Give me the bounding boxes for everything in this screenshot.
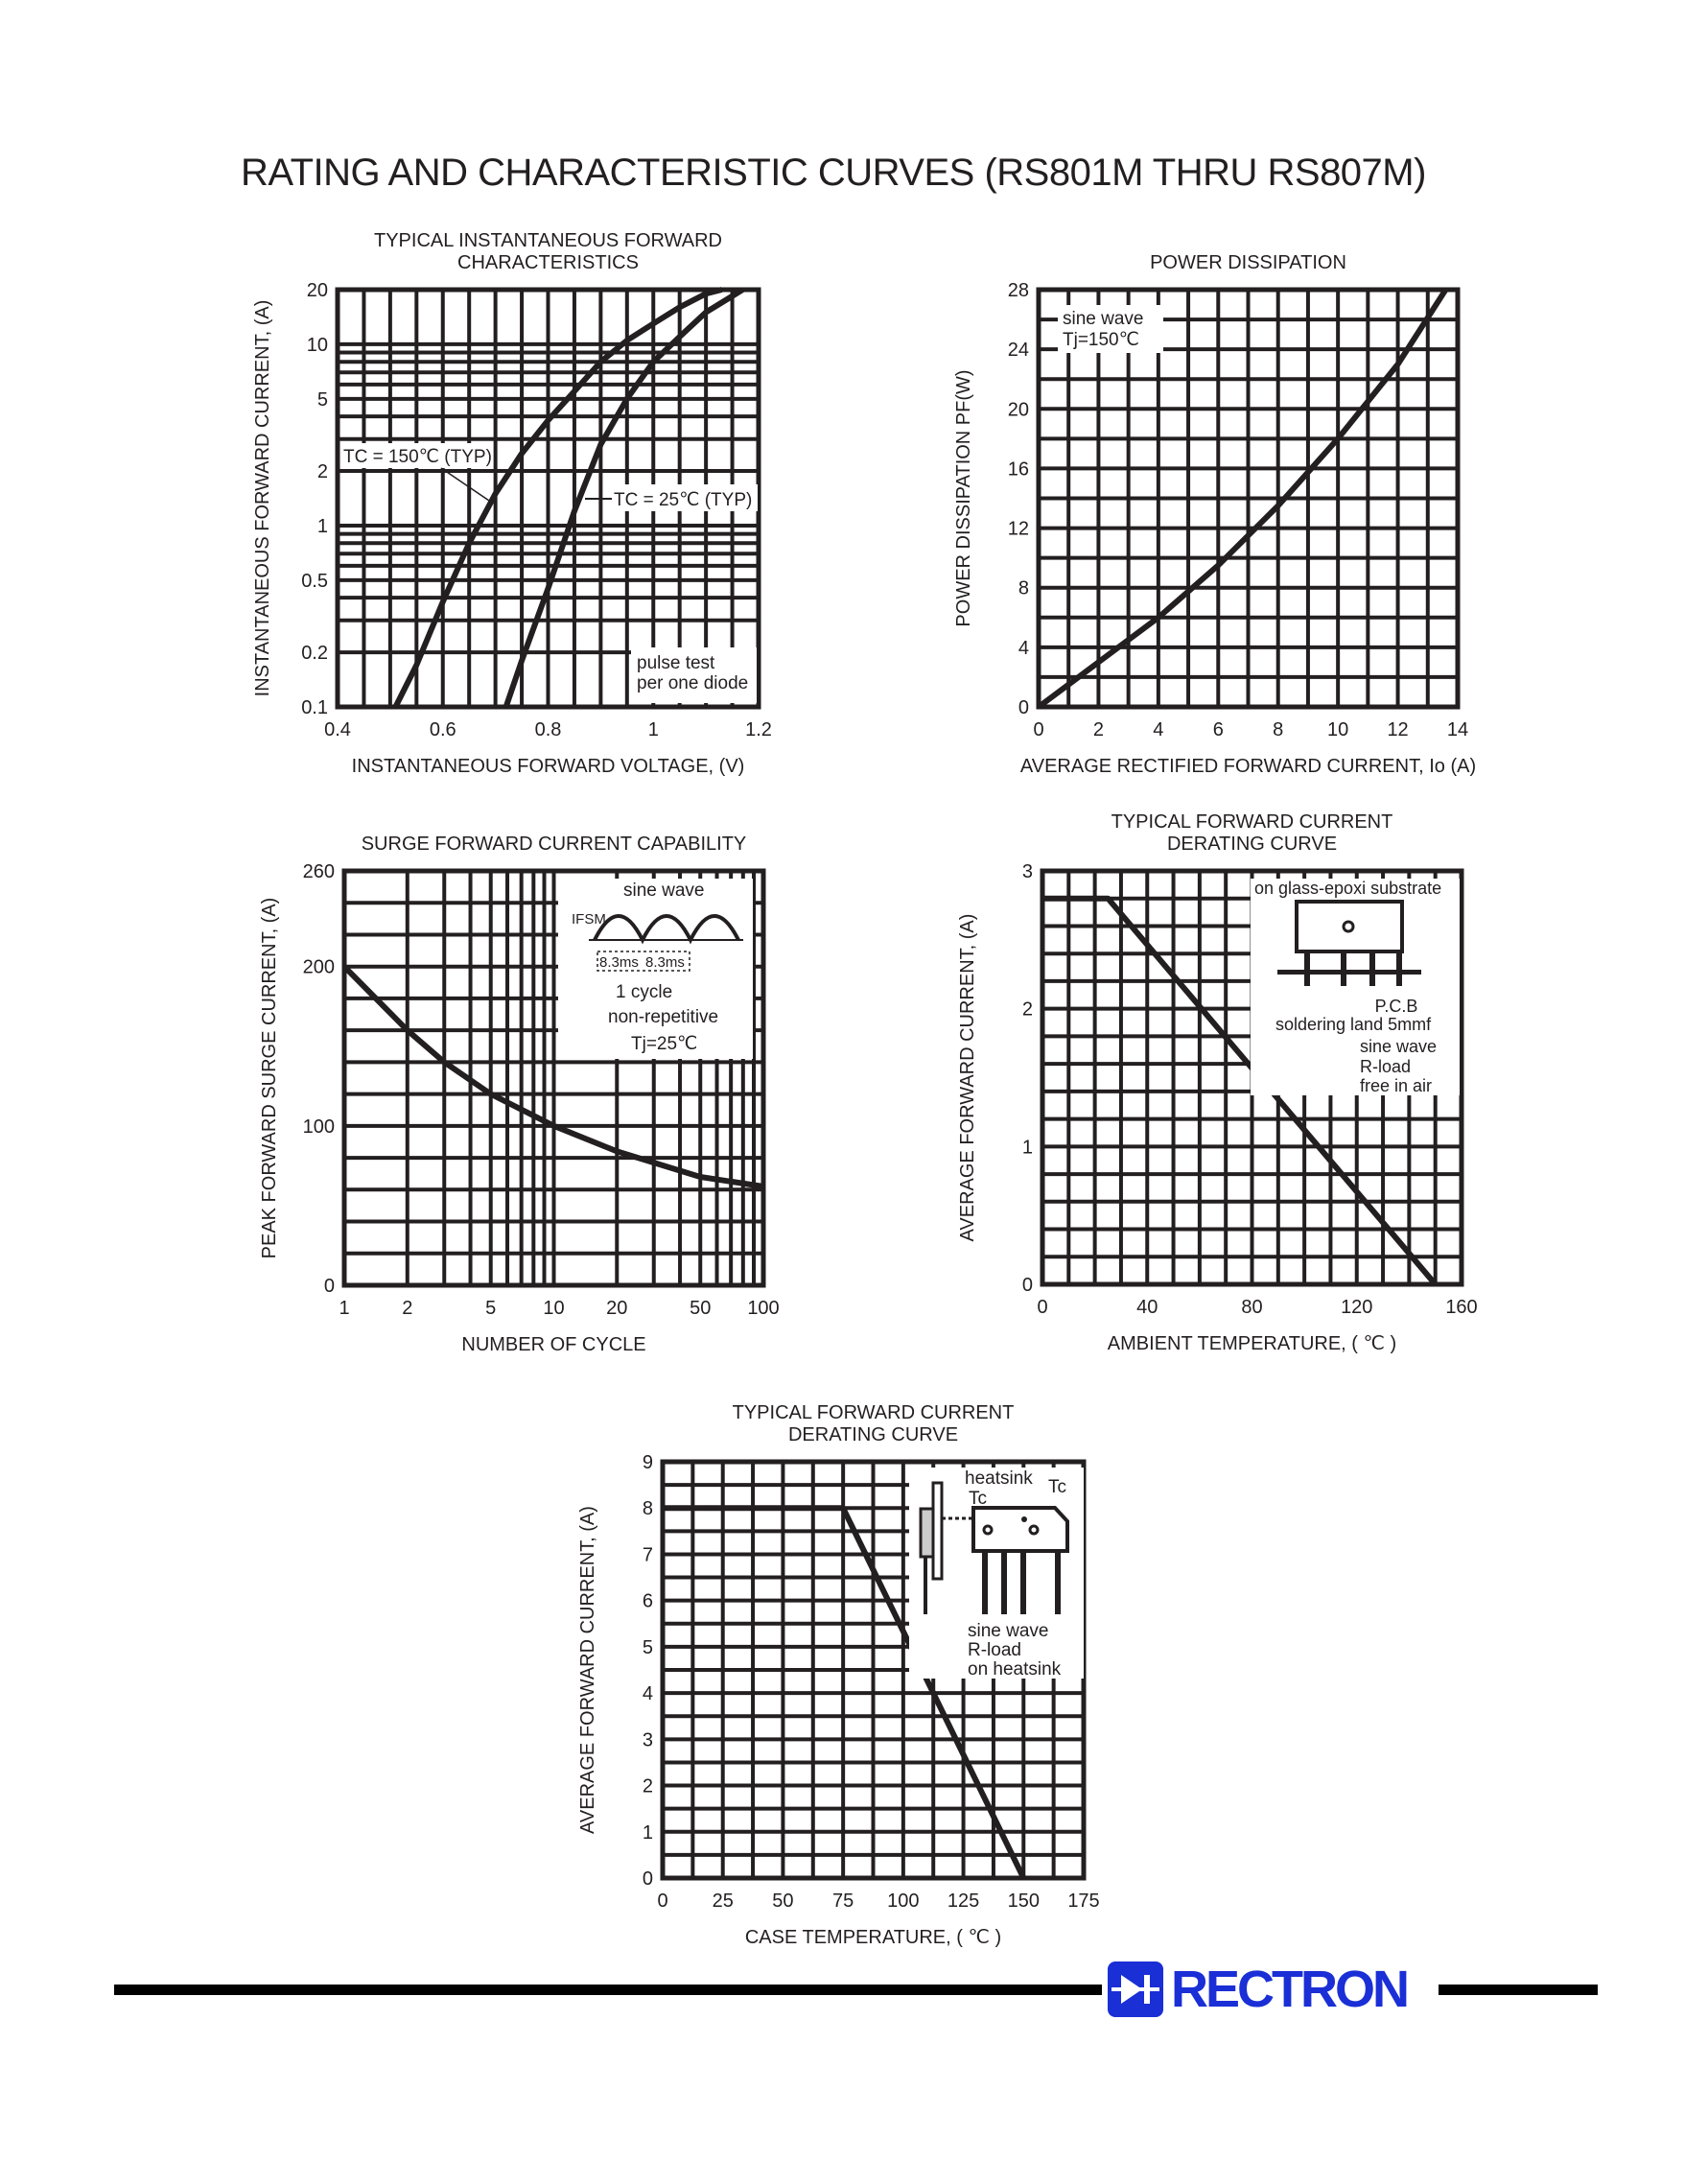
x-tick-label: 0 bbox=[1037, 1297, 1048, 1318]
y-tick-label: 1 bbox=[316, 515, 328, 537]
y-tick-label: 20 bbox=[306, 280, 328, 301]
y-tick-label: 10 bbox=[306, 334, 328, 356]
y-tick-label: 5 bbox=[642, 1636, 653, 1658]
y-tick-label: 2 bbox=[642, 1775, 653, 1797]
annotation: 1 cycle bbox=[616, 982, 673, 1002]
x-tick-label: 0.4 bbox=[324, 719, 351, 740]
annotation: R-load bbox=[1360, 1057, 1412, 1076]
y-tick-label: 0 bbox=[1021, 1275, 1033, 1296]
x-tick-label: 100 bbox=[887, 1891, 920, 1912]
lead-icon bbox=[1001, 1551, 1007, 1614]
y-tick-label: 3 bbox=[1021, 861, 1033, 882]
annotation: sine wave bbox=[1063, 309, 1144, 329]
leader-line bbox=[441, 468, 489, 501]
annotation: heatsink bbox=[965, 1468, 1033, 1489]
annotation: IFSM bbox=[572, 911, 606, 928]
y-axis-label: AVERAGE FORWARD CURRENT, (A) bbox=[577, 1506, 598, 1834]
package-icon bbox=[973, 1508, 1067, 1551]
page-title: RATING AND CHARACTERISTIC CURVES (RS801M THRU RS807M) bbox=[241, 152, 1426, 194]
x-tick-label: 10 bbox=[543, 1298, 565, 1319]
chart-surge bbox=[259, 834, 780, 1355]
chart-title: TYPICAL INSTANTANEOUS FORWARD bbox=[374, 230, 722, 251]
y-tick-label: 3 bbox=[642, 1729, 653, 1751]
footer-rule-right bbox=[1439, 1985, 1598, 1995]
x-tick-label: 0.8 bbox=[534, 719, 562, 740]
tc-point-icon bbox=[1021, 1516, 1027, 1522]
x-tick-label: 4 bbox=[1153, 719, 1164, 740]
x-tick-label: 2 bbox=[402, 1298, 413, 1319]
x-tick-label: 50 bbox=[772, 1891, 794, 1912]
y-tick-label: 0.5 bbox=[301, 570, 328, 592]
annotation: Tc bbox=[1048, 1477, 1066, 1497]
annotation: sine wave bbox=[623, 881, 705, 901]
y-axis-label: POWER DISSIPATION PF(W) bbox=[953, 369, 974, 627]
chart-derate1 bbox=[957, 811, 1478, 1354]
y-tick-label: 100 bbox=[302, 1116, 335, 1138]
x-tick-label: 175 bbox=[1067, 1891, 1100, 1912]
rectron-logo bbox=[1102, 1960, 1413, 2019]
lead-icon bbox=[1055, 1551, 1061, 1614]
x-tick-label: 0.6 bbox=[429, 719, 456, 740]
chart-title: CHARACTERISTICS bbox=[457, 252, 639, 273]
annotation: Tc bbox=[969, 1489, 987, 1509]
lead-icon bbox=[1304, 951, 1310, 986]
annotation: Tj=25℃ bbox=[631, 1034, 698, 1054]
x-tick-label: 25 bbox=[712, 1891, 734, 1912]
y-tick-label: 2 bbox=[1021, 998, 1033, 1021]
x-tick-label: 10 bbox=[1327, 719, 1349, 740]
series-label: TC = 150℃ (TYP) bbox=[343, 447, 492, 467]
y-tick-label: 0 bbox=[323, 1276, 335, 1297]
y-tick-label: 0.2 bbox=[301, 643, 328, 665]
x-tick-label: 5 bbox=[485, 1298, 497, 1319]
x-tick-label: 80 bbox=[1241, 1297, 1263, 1318]
y-tick-label: 0.1 bbox=[301, 697, 328, 718]
y-tick-label: 7 bbox=[642, 1544, 653, 1566]
series-label: TC = 25℃ (TYP) bbox=[614, 490, 753, 510]
x-tick-label: 20 bbox=[606, 1298, 628, 1319]
rectron-logo-icon bbox=[1108, 1961, 1163, 2017]
x-tick-label: 125 bbox=[947, 1891, 980, 1912]
y-tick-label: 0 bbox=[642, 1868, 653, 1890]
x-tick-label: 14 bbox=[1446, 719, 1469, 740]
lead-icon bbox=[1369, 951, 1375, 986]
x-tick-label: 100 bbox=[747, 1298, 780, 1319]
annotation: sine wave bbox=[968, 1621, 1049, 1641]
y-tick-label: 8 bbox=[642, 1498, 653, 1520]
y-tick-label: 1 bbox=[1021, 1137, 1033, 1159]
x-tick-label: 1 bbox=[339, 1298, 350, 1319]
annotation: 8.3ms bbox=[599, 954, 639, 971]
x-axis-label: INSTANTANEOUS FORWARD VOLTAGE, (V) bbox=[351, 756, 745, 777]
y-tick-label: 6 bbox=[642, 1590, 653, 1612]
chart-title: DERATING CURVE bbox=[1166, 834, 1338, 855]
y-tick-label: 16 bbox=[1007, 458, 1029, 481]
x-tick-label: 120 bbox=[1341, 1297, 1373, 1318]
y-tick-label: 260 bbox=[302, 861, 335, 882]
chart-title: TYPICAL FORWARD CURRENT bbox=[1111, 811, 1393, 833]
annotation: Tj=150℃ bbox=[1063, 330, 1139, 350]
chart-pd bbox=[953, 252, 1476, 777]
x-tick-label: 2 bbox=[1092, 719, 1104, 740]
y-tick-label: 5 bbox=[316, 388, 328, 411]
x-tick-label: 1 bbox=[647, 719, 659, 740]
chart-title: DERATING CURVE bbox=[787, 1424, 959, 1445]
y-tick-label: 8 bbox=[1018, 577, 1029, 599]
y-tick-label: 28 bbox=[1007, 280, 1029, 301]
y-tick-label: 20 bbox=[1007, 399, 1029, 421]
x-tick-label: 75 bbox=[832, 1891, 854, 1912]
y-tick-label: 2 bbox=[316, 461, 328, 483]
annotation: pulse test bbox=[637, 653, 715, 673]
y-axis-label: AVERAGE FORWARD CURRENT, (A) bbox=[957, 913, 978, 1242]
annotation: R-load bbox=[968, 1640, 1021, 1660]
x-tick-label: 0 bbox=[1033, 719, 1044, 740]
x-tick-label: 12 bbox=[1387, 719, 1409, 740]
x-axis-label: NUMBER OF CYCLE bbox=[461, 1334, 646, 1355]
chart-title: TYPICAL FORWARD CURRENT bbox=[732, 1402, 1015, 1423]
chart-title: POWER DISSIPATION bbox=[1150, 252, 1346, 273]
annotation: non-repetitive bbox=[608, 1007, 719, 1027]
lead-icon bbox=[1020, 1551, 1026, 1614]
y-tick-label: 12 bbox=[1007, 518, 1029, 540]
annotation: per one diode bbox=[637, 673, 749, 693]
chart-fwd bbox=[252, 230, 772, 777]
x-tick-label: 6 bbox=[1212, 719, 1224, 740]
annotation: on glass-epoxi substrate bbox=[1254, 879, 1442, 898]
brand-name: RECTRON bbox=[1171, 1961, 1407, 2018]
chart-title: SURGE FORWARD CURRENT CAPABILITY bbox=[361, 834, 747, 855]
lead-icon bbox=[982, 1551, 988, 1614]
y-tick-label: 4 bbox=[1018, 637, 1029, 659]
x-tick-label: 50 bbox=[690, 1298, 712, 1319]
x-tick-label: 40 bbox=[1136, 1297, 1158, 1318]
y-tick-label: 1 bbox=[642, 1821, 653, 1844]
footer-rule-left bbox=[114, 1985, 1111, 1995]
x-axis-label: CASE TEMPERATURE, ( ℃ ) bbox=[744, 1927, 1002, 1948]
annotation: sine wave bbox=[1360, 1037, 1438, 1056]
x-tick-label: 0 bbox=[657, 1891, 668, 1912]
y-tick-label: 24 bbox=[1007, 340, 1029, 362]
annotation: free in air bbox=[1360, 1076, 1433, 1095]
x-axis-label: AMBIENT TEMPERATURE, ( ℃ ) bbox=[1107, 1333, 1397, 1354]
x-tick-label: 160 bbox=[1445, 1297, 1478, 1318]
x-tick-label: 1.2 bbox=[745, 719, 772, 740]
x-tick-label: 8 bbox=[1273, 719, 1284, 740]
y-tick-label: 9 bbox=[642, 1452, 653, 1473]
y-tick-label: 200 bbox=[302, 956, 335, 978]
annotation: 8.3ms bbox=[645, 954, 685, 971]
y-axis-label: INSTANTANEOUS FORWARD CURRENT, (A) bbox=[252, 299, 273, 697]
annotation: soldering land 5mmf bbox=[1275, 1015, 1432, 1034]
lead-icon bbox=[1341, 951, 1346, 986]
annotation: P.C.B bbox=[1374, 997, 1418, 1016]
y-tick-label: 0 bbox=[1018, 697, 1029, 718]
device-side-icon bbox=[921, 1509, 933, 1557]
lead-icon bbox=[924, 1557, 927, 1614]
lead-icon bbox=[1396, 951, 1402, 986]
x-axis-label: AVERAGE RECTIFIED FORWARD CURRENT, Io (A) bbox=[1019, 756, 1477, 777]
y-tick-label: 4 bbox=[642, 1683, 653, 1705]
y-axis-label: PEAK FORWARD SURGE CURRENT, (A) bbox=[259, 897, 280, 1259]
chart-derate2 bbox=[577, 1402, 1100, 1948]
package-icon bbox=[1297, 902, 1402, 951]
annotation: on heatsink bbox=[968, 1659, 1062, 1679]
x-tick-label: 150 bbox=[1007, 1891, 1040, 1912]
